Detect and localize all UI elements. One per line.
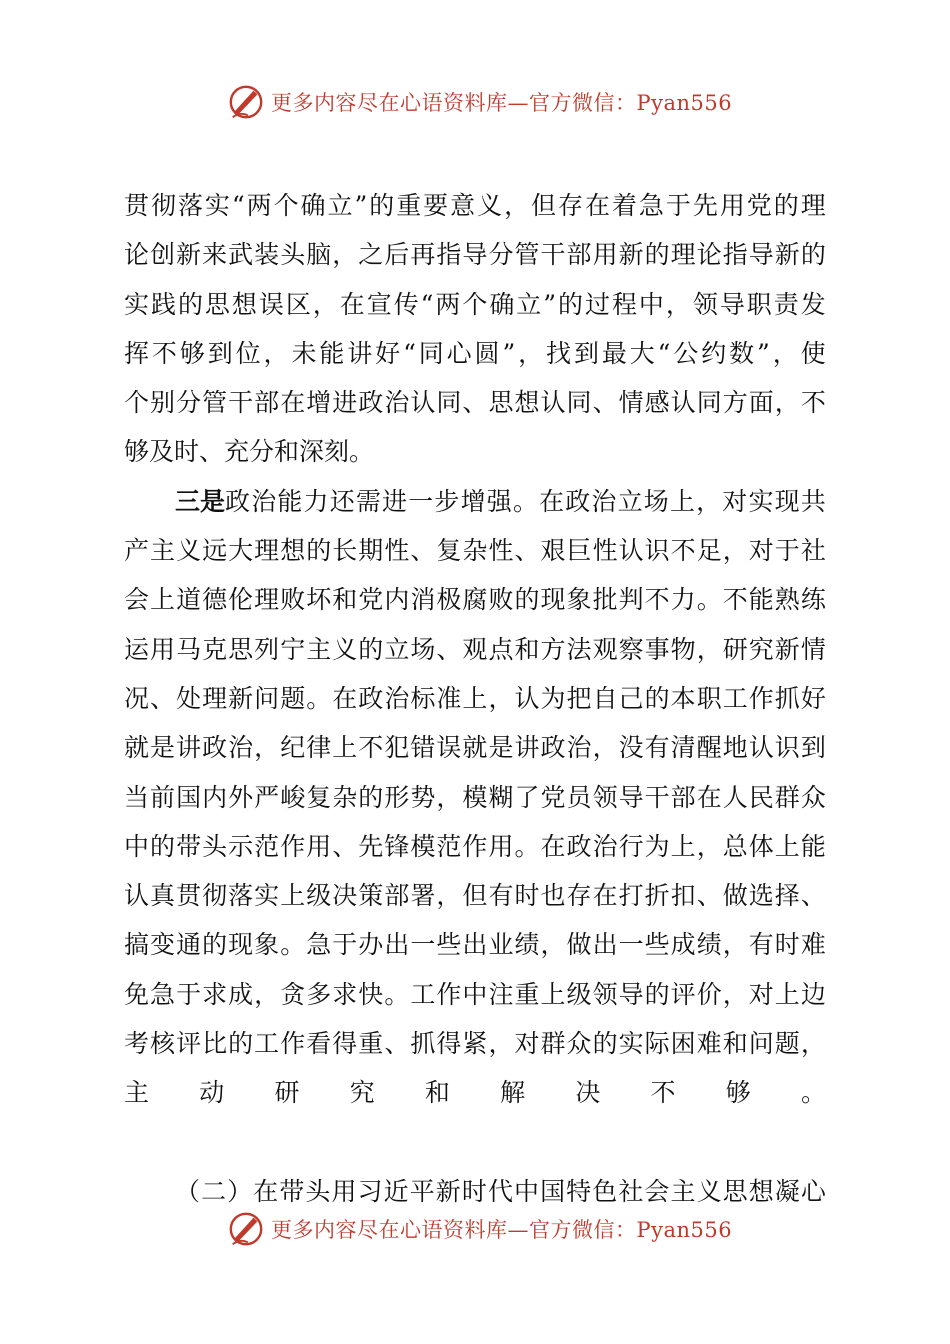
text-line: 会 上 道 德 伦 理 败 坏 和 党 内 消 极 腐 败 的 现 象 批 判 不 力 。 不 能 熟 练 (124, 585, 826, 615)
watermark-banner-top (227, 82, 732, 122)
watermark-text: 更多内容尽在心语资料库—官方微信：Pyan556 (271, 1218, 733, 1242)
paragraph-lead: 三是 (175, 486, 226, 516)
text-line: 挥 不 够 到 位 ， 未 能 讲 好 “ 同 心 圆 ” ， 找 到 最 大 “ 公 约 数 ” ， 使 (124, 338, 826, 368)
text-line: 况 、 处 理 新 问 题 。 在 政 治 标 准 上 ， 认 为 把 自 己 的 本 职 工 作 抓 好 (124, 683, 826, 713)
text-line: 就 是 讲 政 治 ， 纪 律 上 不 犯 错 误 就 是 讲 政 治 ， 没 有 清 醒 地 认 识 到 (124, 733, 826, 763)
text-line: 产 主 义 远 大 理 想 的 长 期 性 、 复 杂 性 、 艰 巨 性 认 识 不 足 ， 对 于 社 (124, 536, 826, 566)
text-line: 考 核 评 比 的 工 作 看 得 重 、 抓 得 紧 ， 对 群 众 的 实 际 困 难 和 问 题 ， (124, 1029, 826, 1059)
pen-circle-logo-icon (227, 83, 265, 121)
pen-circle-logo-icon (227, 1210, 265, 1248)
text-line: 搞 变 通 的 现 象 。 急 于 办 出 一 些 出 业 绩 ， 做 出 一 些 成 绩 ， 有 时 难 (124, 930, 826, 960)
text-line: 运 用 马 克 思 列 宁 主 义 的 立 场 、 观 点 和 方 法 观 察 事 物 ， 研 究 新 情 (124, 634, 826, 664)
text-line: 主 动 研 究 和 解 决 不 够 。 (124, 1078, 826, 1108)
text-line: 免 急 于 求 成 ， 贪 多 求 快 。 工 作 中 注 重 上 级 领 导 的 评 价 ， 对 上 边 (124, 979, 826, 1009)
watermark-banner-bottom (227, 1209, 732, 1249)
text-line: 中 的 带 头 示 范 作 用 、 先 锋 模 范 作 用 。 在 政 治 行 为 上 ， 总 体 上 能 (124, 831, 826, 861)
text-line: 认 真 贯 彻 落 实 上 级 决 策 部 署 ， 但 有 时 也 存 在 打 折 扣 、 做 选 择 、 (124, 881, 826, 911)
text-line: 够及时、充分和深刻。 (124, 437, 375, 467)
text-line: 贯 彻 落 实 “ 两 个 确 立 ” 的 重 要 意 义 ， 但 存 在 着 急 于 先 用 党 的 理 (124, 191, 826, 220)
text-line: 实 践 的 思 想 误 区 ， 在 宣 传 “ 两 个 确 立 ” 的 过 程 中 ， 领 导 职 责 发 (124, 289, 826, 319)
text-line (124, 1118, 826, 1167)
text-line: 政 治 能 力 还 需 进 一 步 增 强 。 在 政 治 立 场 上 ， 对 实 现 共 (225, 486, 826, 516)
text-line: 个 别 分 管 干 部 在 增 进 政 治 认 同 、 思 想 认 同 、 情 感 认 同 方 面 ， 不 (124, 388, 826, 418)
paragraph-first-line (124, 477, 826, 526)
watermark-text: 更多内容尽在心语资料库—官方微信：Pyan556 (271, 91, 733, 115)
body-text (124, 181, 826, 1216)
section-heading-line: （ 二 ） 在 带 头 用 习 近 平 新 时 代 中 国 特 色 社 会 主 义 思 想 凝 心 (175, 1176, 826, 1206)
text-line: 论 创 新 来 武 装 头 脑 ， 之 后 再 指 导 分 管 干 部 用 新 的 理 论 指 导 新 的 (124, 240, 826, 270)
text-line: 当 前 国 内 外 严 峻 复 杂 的 形 势 ， 模 糊 了 党 员 领 导 干 部 在 人 民 群 众 (124, 782, 826, 812)
